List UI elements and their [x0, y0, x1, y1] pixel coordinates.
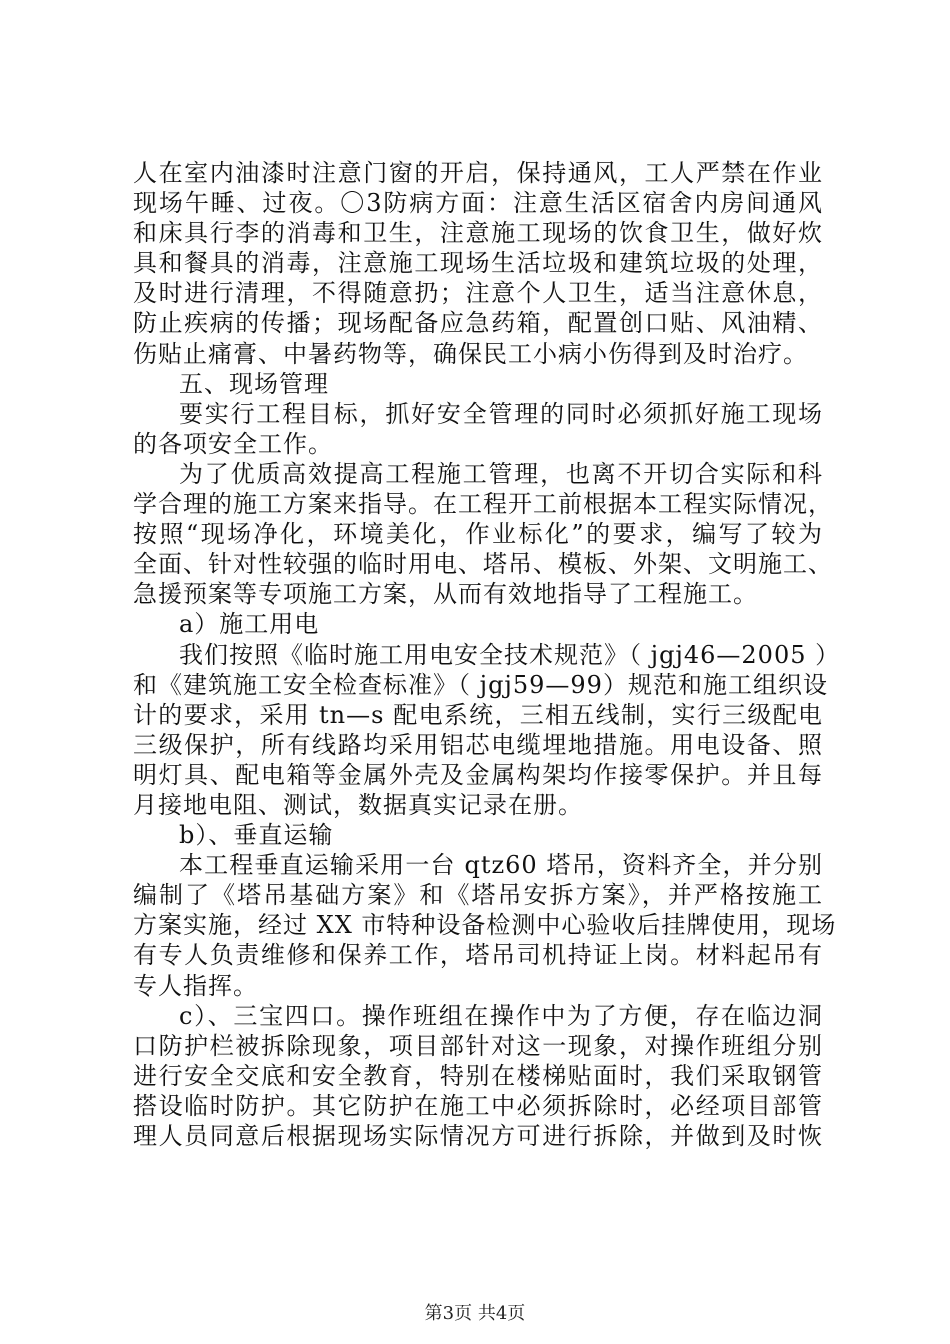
body-line: 防止疾病的传播；现场配备应急药箱，配置创口贴、风油精、	[133, 309, 823, 338]
body-line: 明灯具、配电箱等金属外壳及金属构架均作接零保护。并且每	[133, 760, 823, 789]
document-body	[133, 158, 841, 1151]
body-line: 我们按照《临时施工用电安全技术规范》（ jgj46—2005 ）	[179, 640, 841, 669]
body-line: 月接地电阻、测试，数据真实记录在册。	[133, 790, 583, 819]
body-line: 伤贴止痛膏、中暑药物等，确保民工小病小伤得到及时治疗。	[133, 339, 808, 368]
body-line: 和《建筑施工安全检查标准》（ jgj59—99）规范和施工组织设	[133, 670, 828, 699]
body-line: 理人员同意后根据现场实际情况方可进行拆除，并做到及时恢	[133, 1122, 823, 1150]
body-line: 人在室内油漆时注意门窗的开启，保持通风，工人严禁在作业	[133, 159, 823, 187]
subsection-heading: a）施工用电	[179, 610, 320, 639]
body-line: 方案实施，经过 XX 市特种设备检测中心验收后挂牌使用，现场	[133, 911, 837, 940]
body-line: 口防护栏被拆除现象，项目部针对这一现象，对操作班组分别	[133, 1031, 823, 1060]
body-line: 要实行工程目标，抓好安全管理的同时必须抓好施工现场	[179, 399, 823, 428]
body-line: 及时进行清理，不得随意扔；注意个人卫生，适当注意休息，	[133, 279, 823, 308]
body-line: 全面、针对性较强的临时用电、塔吊、模板、外架、文明施工、	[133, 550, 833, 579]
body-line: 的各项安全工作。	[133, 429, 333, 458]
body-line: 和床具行李的消毒和卫生，注意施工现场的饮食卫生，做好炊	[133, 219, 823, 248]
body-line: 本工程垂直运输采用一台 qtz60 塔吊，资料齐全，并分别	[179, 851, 823, 880]
body-line: 有专人负责维修和保养工作，塔吊司机持证上岗。材料起吊有	[133, 941, 823, 970]
body-line: 三级保护，所有线路均采用铝芯电缆埋地措施。用电设备、照	[133, 730, 823, 759]
body-line: 现场午睡、过夜。〇3防病方面：注意生活区宿舍内房间通风	[133, 189, 823, 218]
body-line: 专人指挥。	[133, 971, 258, 1000]
body-line: c）、三宝四口。操作班组在操作中为了方便，存在临边洞	[179, 1001, 823, 1030]
page-number-footer: 第3页 共4页	[424, 1303, 526, 1324]
body-line: 计的要求，采用 tn—s 配电系统，三相五线制，实行三级配电	[133, 700, 823, 729]
subsection-heading: b）、垂直运输	[179, 821, 334, 850]
body-line: 编制了《塔吊基础方案》和《塔吊安拆方案》，并严格按施工	[133, 881, 823, 910]
body-line: 为了优质高效提高工程施工管理，也离不开切合实际和科	[179, 459, 823, 488]
body-line: 搭设临时防护。其它防护在施工中必须拆除时，必经项目部管	[133, 1091, 823, 1120]
body-line: 具和餐具的消毒，注意施工现场生活垃圾和建筑垃圾的处理，	[133, 249, 823, 278]
body-line: 进行安全交底和安全教育，特别在楼梯贴面时，我们采取钢管	[133, 1061, 823, 1090]
body-line: 学合理的施工方案来指导。在工程开工前根据本工程实际情况，	[133, 490, 833, 519]
body-line: 急援预案等专项施工方案，从而有效地指导了工程施工。	[133, 580, 758, 609]
body-line: 按照“现场净化，环境美化，作业标化”的要求，编写了较为	[133, 520, 823, 549]
section-heading: 五、现场管理	[179, 369, 329, 398]
